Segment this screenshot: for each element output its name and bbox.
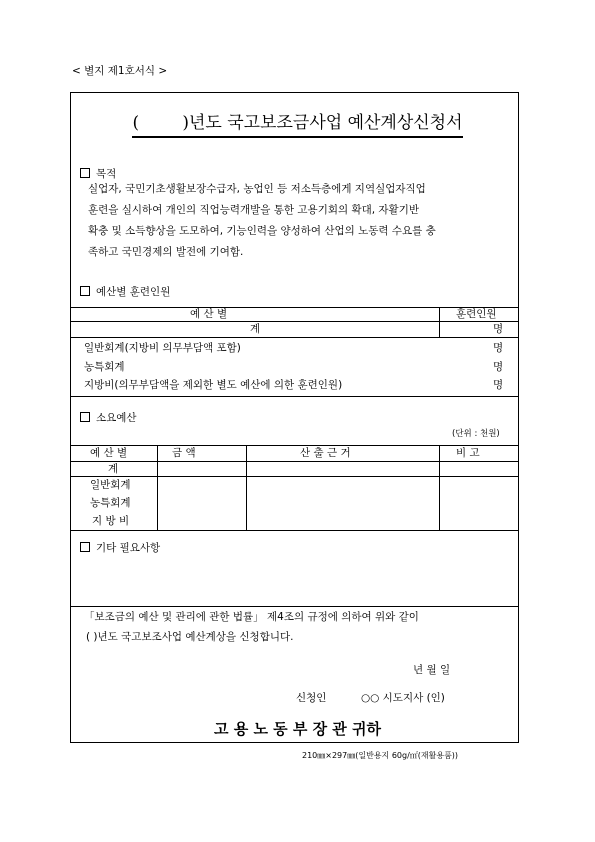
budget-col-header: 금 액 (172, 447, 196, 459)
budget-col-header: 산 출 근 거 (300, 447, 351, 459)
trainees-table-divider (439, 307, 440, 337)
paper-spec: 210㎜×297㎜(일반용지 60g/㎡(재활용품)) (302, 751, 459, 760)
budget-col-header: 비 고 (456, 447, 480, 459)
budget-total-label: 계 (108, 463, 119, 475)
budget-col-header: 예 산 별 (90, 447, 128, 459)
budget-row-label: 농특회계 (90, 497, 131, 509)
budget-table-line (70, 476, 519, 477)
applicant-label: 신청인 (296, 692, 327, 704)
declaration-line-2: ( )년도 국고보조사업 예산계상을 신청합니다. (86, 631, 294, 643)
declaration-line-1: 「보조금의 예산 및 관리에 관한 법률」 제4조의 규정에 의하여 위와 같이 (84, 611, 419, 623)
checkbox-square-icon (80, 412, 90, 422)
section-trainees-heading: 예산별 훈련인원 (80, 286, 170, 298)
budget-table-line (70, 461, 519, 462)
applicant-name: ○○ 시도지사 (인) (361, 692, 445, 704)
trainees-row-unit: 명 (493, 342, 504, 354)
purpose-line-1: 실업자, 국민기초생활보장수급자, 농업인 등 저소득층에게 지역실업자직업 (88, 183, 426, 195)
budget-row-label: 지 방 비 (92, 515, 130, 527)
trainees-table-line (70, 337, 519, 338)
addressee: 고 용 노 동 부 장 관 귀하 (214, 720, 381, 738)
annex-label: < 별지 제1호서식 > (72, 65, 168, 77)
budget-row-label: 일반회계 (90, 479, 131, 491)
budget-table-divider (246, 445, 247, 530)
purpose-line-3: 확충 및 소득향상을 도모하여, 기능인력을 양성하여 산업의 노동력 수요를 충 (88, 225, 436, 237)
budget-table-divider (157, 445, 158, 530)
trainees-row-unit: 명 (493, 379, 504, 391)
checkbox-square-icon (80, 168, 90, 178)
trainees-row-unit: 명 (493, 361, 504, 373)
budget-table-divider (439, 445, 440, 530)
trainees-row-label: 농특회계 (84, 361, 125, 373)
trainees-row-label: 지방비(의무부담액을 제외한 별도 예산에 의한 훈련인원) (84, 379, 343, 391)
purpose-line-4: 족하고 국민경제의 발전에 기여함. (88, 246, 244, 258)
title-container (0, 113, 595, 138)
trainees-total-unit: 명 (493, 323, 504, 335)
budget-table-bottom (70, 530, 519, 531)
checkbox-square-icon (80, 286, 90, 296)
trainees-table-top (70, 307, 519, 308)
declaration-date: 년 월 일 (413, 664, 451, 676)
section-purpose-heading: 목적 (80, 168, 116, 180)
trainees-total-label: 계 (250, 323, 261, 335)
checkbox-square-icon (80, 542, 90, 552)
trainees-row-label: 일반회계(지방비 의무부담액 포함) (84, 342, 241, 354)
trainees-table-bottom (70, 396, 519, 397)
other-section-bottom (70, 606, 519, 607)
trainees-table-line (70, 321, 519, 322)
trainees-col-budget: 예 산 별 (190, 308, 228, 320)
section-other-heading: 기타 필요사항 (80, 542, 160, 554)
trainees-col-count: 훈련인원 (456, 308, 497, 320)
purpose-line-2: 훈련을 실시하여 개인의 직업능력개발을 통한 고용기회의 확대, 자활기반 (88, 204, 419, 216)
section-budget-heading: 소요예산 (80, 412, 137, 424)
budget-table-top (70, 445, 519, 446)
form-title: ( )년도 국고보조금사업 예산계상신청서 (132, 115, 462, 138)
budget-unit-note: (단위 : 천원) (452, 429, 500, 439)
